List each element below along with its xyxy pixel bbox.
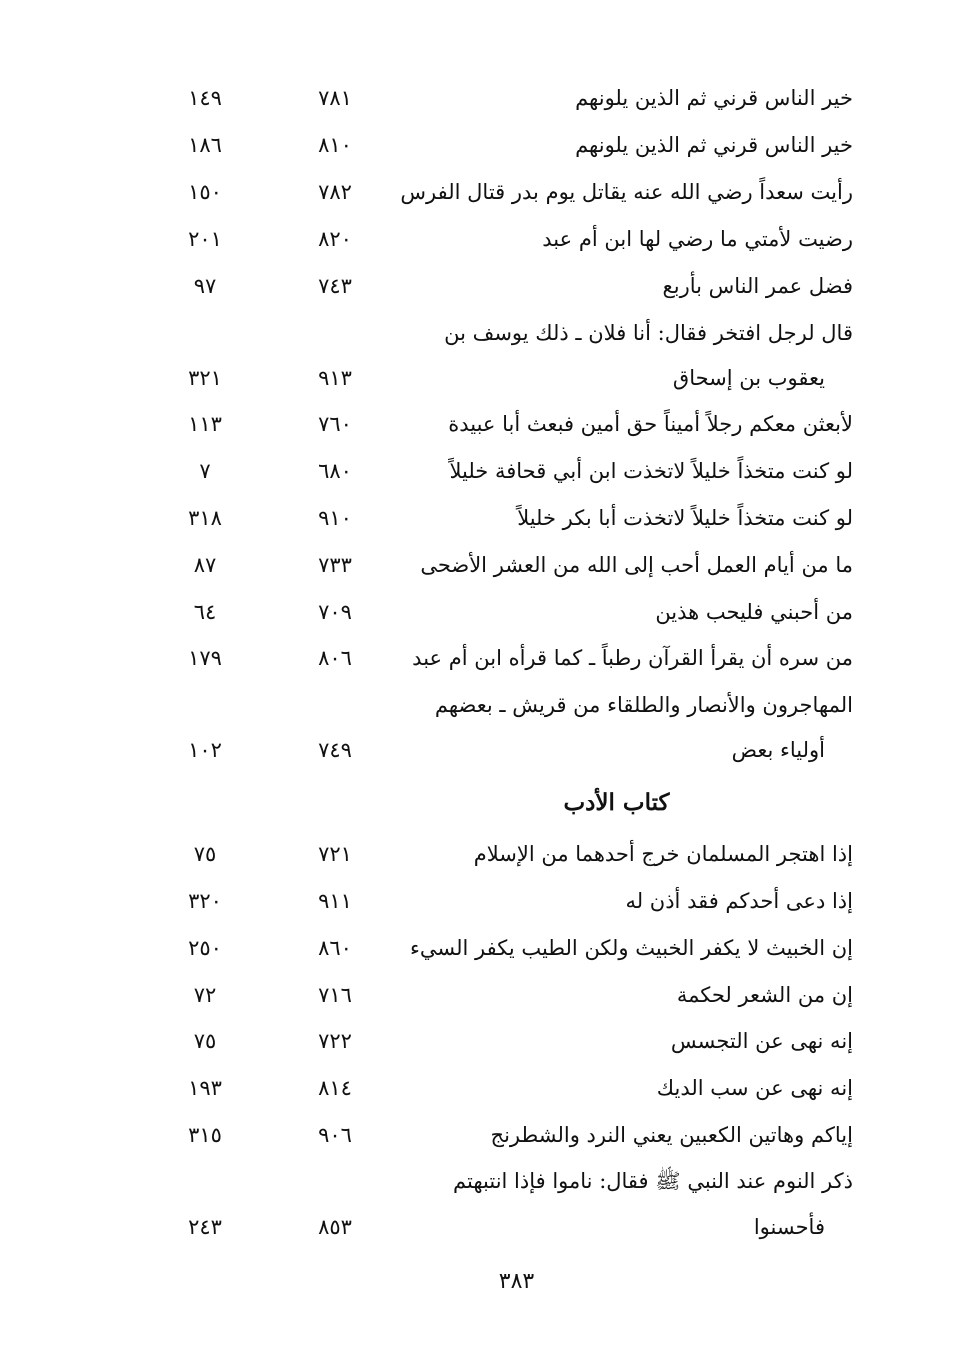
hadith-number: ٧١٦ bbox=[318, 983, 352, 1007]
page-number: ٣٨٣ bbox=[498, 1269, 535, 1294]
page-reference: ١٤٩ bbox=[188, 86, 222, 110]
hadith-text: خير الناس قرني ثم الذين يلونهم bbox=[575, 86, 853, 110]
index-row bbox=[0, 404, 953, 444]
hadith-text: ما من أيام العمل أحب إلى الله من العشر الأضحى bbox=[420, 553, 853, 577]
hadith-number: ٧٣٣ bbox=[318, 553, 352, 577]
page-reference: ٧٢ bbox=[193, 983, 217, 1007]
hadith-text: إذا اهتجر المسلمان خرج أحدهما من الإسلام bbox=[473, 842, 853, 866]
hadith-number: ٧٢١ bbox=[318, 842, 352, 866]
hadith-text: فأحسنوا bbox=[753, 1215, 825, 1239]
hadith-text: إن من الشعر لحكمة bbox=[676, 983, 853, 1007]
hadith-number: ٩١١ bbox=[318, 889, 352, 913]
hadith-text: من أحبني فليحب هذين bbox=[655, 600, 853, 624]
hadith-text: ذكر النوم عند النبي ﷺ فقال: ناموا فإذا انتبهتم bbox=[453, 1169, 853, 1193]
hadith-number: ٨١٤ bbox=[318, 1076, 352, 1100]
page-reference: ٢٠١ bbox=[188, 227, 222, 251]
hadith-number: ٦٨٠ bbox=[318, 459, 352, 483]
hadith-number: ٩١٠ bbox=[318, 506, 352, 530]
index-row bbox=[0, 1068, 953, 1108]
hadith-text: لو كنت متخذاً خليلاً لاتخذت أبا بكر خليلاً bbox=[517, 506, 853, 530]
page-reference: ١٩٣ bbox=[188, 1076, 222, 1100]
page-reference: ١٥٠ bbox=[188, 180, 222, 204]
hadith-text: رضيت لأمتي ما رضي لها ابن أم عبد bbox=[542, 227, 853, 251]
index-row bbox=[0, 685, 953, 725]
index-row bbox=[0, 78, 953, 118]
page-reference: ٩٧ bbox=[193, 274, 217, 298]
hadith-number: ٧٤٩ bbox=[318, 738, 352, 762]
hadith-text: لو كنت متخذاً خليلاً لاتخذت ابن أبي قحافة خليلاً bbox=[449, 459, 853, 483]
page-reference: ٣١٨ bbox=[188, 506, 222, 530]
page-reference: ١٨٦ bbox=[188, 133, 222, 157]
hadith-text: رأيت سعداً رضي الله عنه يقاتل يوم بدر قتال الفرس bbox=[400, 180, 853, 204]
page-reference: ٧٥ bbox=[193, 1029, 217, 1053]
hadith-number: ٨٦٠ bbox=[318, 936, 352, 960]
hadith-number: ٩١٣ bbox=[318, 366, 352, 390]
hadith-text: إنه نهى عن سب الديك bbox=[656, 1076, 853, 1100]
index-row bbox=[0, 125, 953, 165]
index-row bbox=[0, 313, 953, 353]
index-row bbox=[0, 266, 953, 306]
hadith-number: ٧٢٢ bbox=[318, 1029, 352, 1053]
index-row bbox=[0, 834, 953, 874]
page-reference: ١١٣ bbox=[188, 412, 222, 436]
hadith-text: فضل عمر الناس بأربع bbox=[662, 274, 853, 298]
page-reference: ٦٤ bbox=[193, 600, 217, 624]
page-reference: ٣٢٠ bbox=[188, 889, 222, 913]
index-row-continuation bbox=[0, 358, 953, 398]
index-row bbox=[0, 638, 953, 678]
hadith-number: ٧٦٠ bbox=[318, 412, 352, 436]
index-row bbox=[0, 498, 953, 538]
section-title: كتاب الأدب bbox=[563, 789, 670, 816]
index-row bbox=[0, 545, 953, 585]
index-row bbox=[0, 928, 953, 968]
page-reference: ١٠٢ bbox=[188, 738, 222, 762]
hadith-number: ٨٢٠ bbox=[318, 227, 352, 251]
hadith-text: يعقوب بن إسحاق bbox=[672, 366, 825, 390]
hadith-text: المهاجرون والأنصار والطلقاء من قريش ـ بعضهم bbox=[434, 693, 853, 717]
hadith-text: لأبعثن معكم رجلاً أميناً حق أمين فبعث أبا عبيدة bbox=[448, 412, 853, 436]
page-reference: ٣١٥ bbox=[188, 1123, 222, 1147]
page-reference: ١٧٩ bbox=[188, 646, 222, 670]
hadith-text: إذا دعى أحدكم فقد أذن له bbox=[625, 889, 853, 913]
index-row bbox=[0, 975, 953, 1015]
index-row-continuation bbox=[0, 1207, 953, 1247]
hadith-number: ٨٥٣ bbox=[318, 1215, 352, 1239]
index-row bbox=[0, 451, 953, 491]
hadith-number: ٧٤٣ bbox=[318, 274, 352, 298]
hadith-number: ٩٠٦ bbox=[318, 1123, 352, 1147]
page-reference: ٣٢١ bbox=[188, 366, 222, 390]
hadith-number: ٧٠٩ bbox=[318, 600, 352, 624]
page-reference: ٢٤٣ bbox=[188, 1215, 222, 1239]
index-row bbox=[0, 592, 953, 632]
index-row bbox=[0, 172, 953, 212]
page-reference: ٧ bbox=[199, 459, 211, 483]
hadith-number: ٨٠٦ bbox=[318, 646, 352, 670]
page-reference: ٨٧ bbox=[193, 553, 217, 577]
hadith-text: قال لرجل افتخر فقال: أنا فلان ـ ذلك يوسف بن bbox=[444, 321, 853, 345]
hadith-text: أولياء بعض bbox=[731, 738, 825, 762]
hadith-number: ٧٨٢ bbox=[318, 180, 352, 204]
index-row bbox=[0, 1115, 953, 1155]
index-row bbox=[0, 1021, 953, 1061]
hadith-number: ٨١٠ bbox=[318, 133, 352, 157]
index-row bbox=[0, 219, 953, 259]
hadith-text: إنه نهى عن التجسس bbox=[670, 1029, 853, 1053]
page-reference: ٢٥٠ bbox=[188, 936, 222, 960]
hadith-text: إياكم وهاتين الكعبين يعني النرد والشطرنج bbox=[490, 1123, 853, 1147]
hadith-text: إن الخبيث لا يكفر الخبيث ولكن الطيب يكفر السيء bbox=[410, 936, 853, 960]
hadith-text: خير الناس قرني ثم الذين يلونهم bbox=[575, 133, 853, 157]
hadith-text: من سره أن يقرأ القرآن رطباً ـ كما قرأه ابن أم عبد bbox=[412, 646, 853, 670]
index-row bbox=[0, 1161, 953, 1201]
page-reference: ٧٥ bbox=[193, 842, 217, 866]
index-row bbox=[0, 881, 953, 921]
hadith-number: ٧٨١ bbox=[318, 86, 352, 110]
index-row-continuation bbox=[0, 730, 953, 770]
